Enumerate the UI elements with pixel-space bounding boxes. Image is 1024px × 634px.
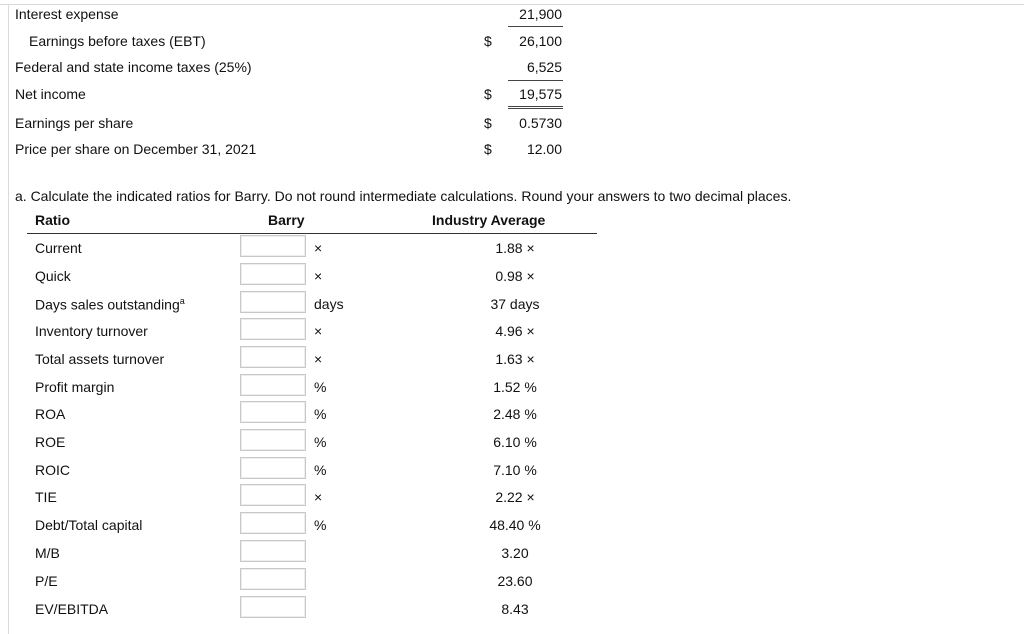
tie-input[interactable] [240, 484, 306, 506]
financial-value: 21,900 [519, 6, 562, 22]
ratio-label [35, 296, 185, 313]
dollar-sign: $ [484, 86, 492, 102]
industry-average-value: 1.88 × [495, 240, 535, 256]
unit-label: days [314, 296, 344, 312]
mb-input[interactable] [240, 540, 306, 562]
ratio-label: M/B [35, 545, 60, 561]
ratio-row-profit-margin [0, 372, 620, 400]
financial-label: Net income [15, 86, 86, 102]
ev-ebitda-input[interactable] [240, 596, 306, 618]
industry-average-value: 2.22 × [495, 489, 535, 505]
industry-average-value: 8.43 [501, 601, 529, 617]
industry-average-value: 23.60 [497, 573, 533, 589]
question-instruction: a. Calculate the indicated ratios for Barry. Do not round intermediate calculations. Round your answers to two decimal places. [15, 188, 792, 204]
unit-label: × [314, 268, 323, 284]
subtotal-rule [508, 26, 563, 27]
financial-label: Price per share on December 31, 2021 [15, 141, 257, 157]
ratio-label: Total assets turnover [35, 351, 165, 367]
ratio-row-total-assets-turnover [0, 344, 620, 372]
roic-input[interactable] [240, 457, 306, 479]
financial-label: Earnings before taxes (EBT) [29, 33, 206, 49]
financial-value: 19,575 [519, 86, 562, 102]
ratio-row-days-sales-outstanding [0, 289, 620, 317]
ratio-row-quick [0, 261, 620, 289]
profit-margin-input[interactable] [240, 374, 306, 396]
ratio-row-mb [0, 538, 620, 566]
financial-row-interest-expense [0, 4, 600, 26]
subtotal-rule [508, 80, 563, 81]
ratio-label: Debt/Total capital [35, 517, 143, 533]
unit-label: % [314, 462, 327, 478]
unit-label: % [314, 517, 327, 533]
dollar-sign: $ [484, 33, 492, 49]
unit-label: % [314, 434, 327, 450]
ratio-label: TIE [35, 489, 57, 505]
current-ratio-input[interactable] [240, 235, 306, 257]
ratio-label: Quick [35, 268, 71, 284]
inventory-turnover-input[interactable] [240, 318, 306, 340]
financial-row-taxes [0, 57, 600, 79]
unit-label: % [314, 406, 327, 422]
days-sales-outstanding-input[interactable] [240, 291, 306, 313]
ratio-label: ROE [35, 434, 66, 450]
ratio-label: ROIC [35, 462, 70, 478]
industry-average-value: 2.48 % [493, 406, 537, 422]
financial-row-ebt [0, 31, 600, 53]
roa-input[interactable] [240, 401, 306, 423]
financial-row-price-per-share [0, 139, 600, 161]
industry-average-value: 7.10 % [493, 462, 537, 478]
industry-average-value: 6.10 % [493, 434, 537, 450]
ratio-label: EV/EBITDA [35, 601, 109, 617]
financial-label: Federal and state income taxes (25%) [15, 59, 252, 75]
footnote-marker: a [179, 296, 185, 306]
pe-input[interactable] [240, 568, 306, 590]
financial-value: 6,525 [526, 59, 562, 75]
roe-input[interactable] [240, 429, 306, 451]
ratio-row-inventory-turnover [0, 316, 620, 344]
header-barry: Barry [268, 212, 305, 228]
header-industry-average: Industry Average [432, 212, 546, 228]
financial-row-eps [0, 113, 600, 135]
unit-label: % [314, 379, 327, 395]
unit-label: × [314, 240, 323, 256]
header-ratio: Ratio [35, 212, 70, 228]
ratio-row-roe [0, 427, 620, 455]
financial-label: Interest expense [15, 6, 119, 22]
ratio-row-debt-total-capital [0, 510, 620, 538]
industry-average-value: 0.98 × [495, 268, 535, 284]
ratio-label: Current [35, 240, 82, 256]
financial-value: 0.5730 [519, 115, 562, 131]
unit-label: × [314, 351, 323, 367]
debt-total-capital-input[interactable] [240, 512, 306, 534]
ratio-label-text: Days sales outstanding [35, 296, 180, 313]
dollar-sign: $ [484, 115, 492, 131]
ratio-label: Profit margin [35, 379, 115, 395]
ratio-row-tie [0, 482, 620, 510]
total-double-rule [508, 106, 563, 109]
ratio-label: P/E [35, 573, 58, 589]
ratio-row-current [0, 233, 620, 261]
unit-label: × [314, 323, 323, 339]
dollar-sign: $ [484, 141, 492, 157]
financial-row-net-income [0, 84, 600, 106]
industry-average-value: 37 days [490, 296, 540, 312]
industry-average-value: 4.96 × [495, 323, 535, 339]
quick-ratio-input[interactable] [240, 263, 306, 285]
ratio-row-roic [0, 455, 620, 483]
industry-average-value: 48.40 % [489, 517, 541, 533]
industry-average-value: 3.20 [501, 545, 529, 561]
total-assets-turnover-input[interactable] [240, 346, 306, 368]
industry-average-value: 1.52 % [493, 379, 537, 395]
ratio-label: ROA [35, 406, 66, 422]
financial-label: Earnings per share [15, 115, 134, 131]
financial-value: 12.00 [526, 141, 562, 157]
ratio-row-ev-ebitda [0, 594, 620, 622]
industry-average-value: 1.63 × [495, 351, 535, 367]
ratio-row-pe [0, 566, 620, 594]
unit-label: × [314, 489, 323, 505]
financial-value: 26,100 [519, 33, 562, 49]
ratio-row-roa [0, 399, 620, 427]
ratio-label: Inventory turnover [35, 323, 148, 339]
